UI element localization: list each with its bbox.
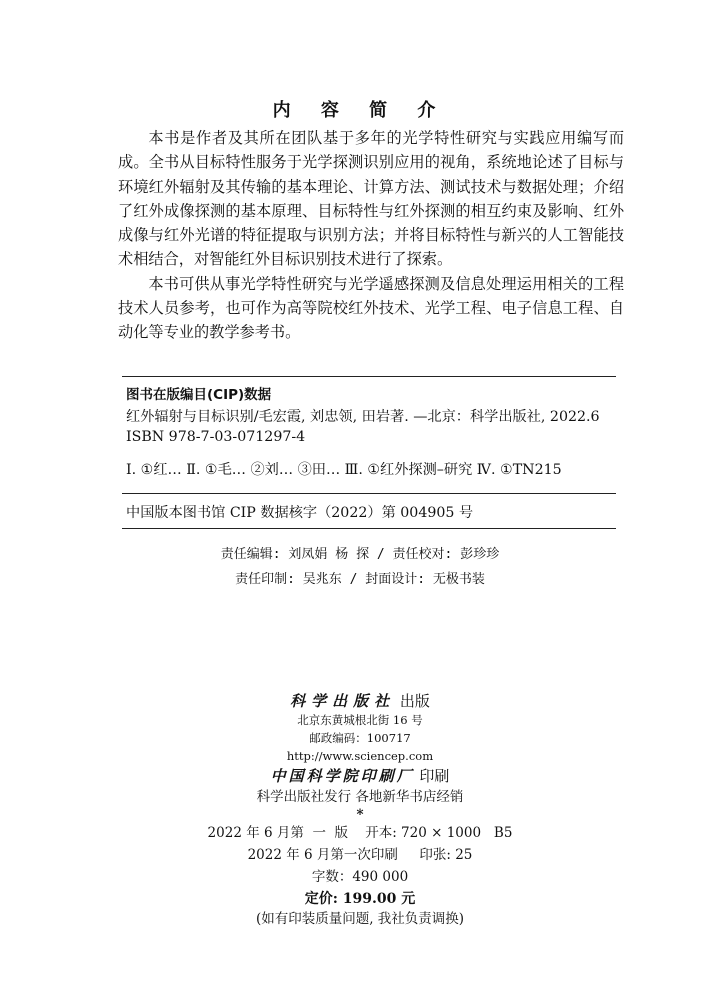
cip-isbn: ISBN 978-7-03-071297-4 [126,429,306,445]
abstract-paragraph-2: 本书可供从事光学特性研究与光学遥感探测及信息处理运用相关的工程技术人员参考，也可作为高等院校红外技术、光学工程、电子信息工程、自动化等专业的教学参考书。 [118,274,624,342]
staff-line-1: 责任编辑: 刘凤娟 杨 探 / 责任校对: 彭珍珍 [220,547,500,562]
cip-classification: Ⅰ. ①红… Ⅱ. ①毛… ②刘… ③田… Ⅲ. ①红外探测–研究 Ⅳ. ①TN215 [126,462,562,478]
publisher-url: http://www.sciencep.com [286,749,434,763]
staff-line-2: 责任印制: 吴兆东 / 封面设计: 无极书装 [235,572,485,587]
publisher-info [0,690,720,930]
cip-number: 中国版本图书馆 CIP 数据核字（2022）第 004905 号 [126,505,474,521]
cip-title: 图书在版编目(CIP)数据 [126,387,272,403]
page-heading: 内 容 简 介 [272,100,448,121]
publisher-postcode: 邮政编码：100717 [309,731,411,745]
abstract-section [118,126,624,345]
cip-bibliographic-line: 红外辐射与目标识别/毛宏霞, 刘忠领, 田岩著. —北京：科学出版社, 2022.6 [126,409,600,425]
printer-line [0,765,720,786]
cip-data-block [122,376,616,529]
distribution-line: 科学出版社发行 各地新华书店经销 [256,789,464,805]
edition-line: 2022 年 6 月第 一 版 开本: 720 × 1000 B5 [207,825,513,841]
price-line: 定价: 199.00 元 [304,891,416,907]
staff-credits [0,542,720,592]
publisher-logo: 科学出版社 [290,692,396,710]
abstract-paragraph-1: 本书是作者及其所在团队基于多年的光学特性研究与实践应用编写而成。全书从目标特性服务于光学探测识别应用的视角，系统地论述了目标与环境红外辐射及其传输的基本理论、计算方法、测试技术与数据处理；介绍了红外成像探测的基本原理、目标特性与红外探测的相互约束及影响、红外成像与红外光谱的特征提取与识别方法；并将目标特性与新兴的人工智能技术相结合，对智能红外目标识别技术进行了探索。 [118,129,624,269]
publisher-suffix: 出版 [399,692,430,710]
cip-divider [122,493,616,494]
printer-suffix: 印刷 [419,767,450,785]
quality-notice: (如有印装质量问题, 我社负责调换) [255,911,465,927]
wordcount-line: 字数：490 000 [311,869,409,885]
printing-line: 2022 年 6 月第一次印刷 印张: 25 [247,847,473,863]
publisher-line [0,690,720,711]
separator-star: * [356,807,364,823]
publisher-address: 北京东黄城根北街 16 号 [297,713,423,727]
printer-logo: 中国科学院印刷厂 [270,767,415,785]
